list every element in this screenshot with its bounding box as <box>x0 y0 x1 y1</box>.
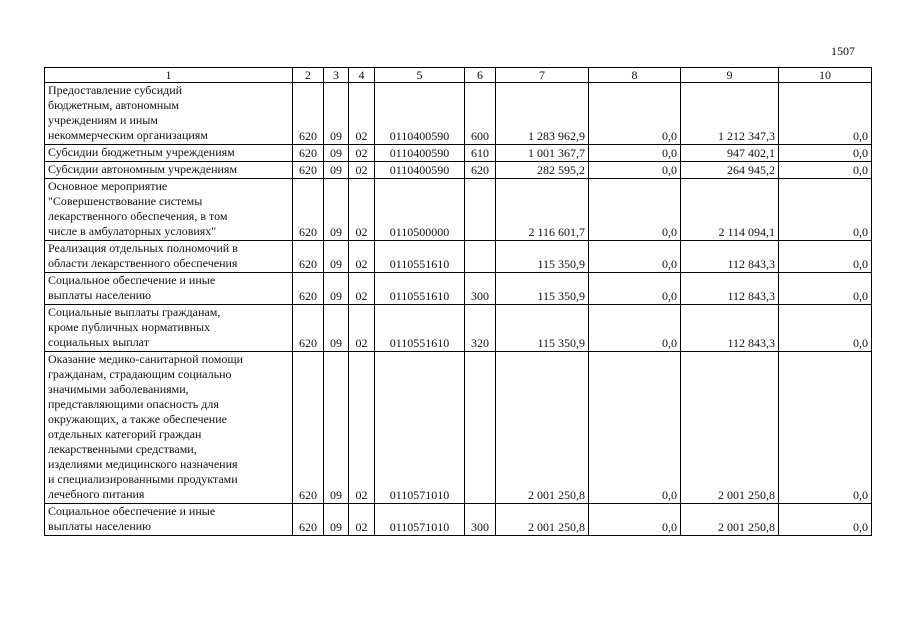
amount-col8-cell: 0,0 <box>589 352 681 504</box>
amount-col7-cell: 115 350,9 <box>496 241 589 273</box>
amount-col9-cell: 2 114 094,1 <box>681 179 779 241</box>
expense-type-cell <box>465 352 496 504</box>
header-cell: 8 <box>589 68 681 83</box>
page-number: 1507 <box>831 44 855 58</box>
table-row <box>45 352 872 504</box>
amount-col8-cell: 0,0 <box>589 504 681 536</box>
subsection-cell: 02 <box>349 273 375 305</box>
grbs-cell: 620 <box>293 504 324 536</box>
section-cell: 09 <box>324 241 349 273</box>
expense-type-cell: 610 <box>465 145 496 162</box>
expense-type-cell: 600 <box>465 83 496 145</box>
header-cell: 4 <box>349 68 375 83</box>
subsection-cell: 02 <box>349 504 375 536</box>
subsection-cell: 02 <box>349 241 375 273</box>
expense-type-cell <box>465 241 496 273</box>
amount-col7-cell: 1 283 962,9 <box>496 83 589 145</box>
target-article-cell: 0110551610 <box>375 273 465 305</box>
amount-col7-cell: 115 350,9 <box>496 305 589 352</box>
header-cell: 7 <box>496 68 589 83</box>
header-row <box>45 68 872 83</box>
grbs-cell: 620 <box>293 305 324 352</box>
header-cell: 9 <box>681 68 779 83</box>
amount-col7-cell: 2 001 250,8 <box>496 352 589 504</box>
amount-col8-cell: 0,0 <box>589 273 681 305</box>
name-cell: Социальное обеспечение и иные выплаты населению <box>45 273 293 305</box>
budget-table <box>44 67 872 536</box>
amount-col8-cell: 0,0 <box>589 83 681 145</box>
table-row <box>45 162 872 179</box>
amount-col9-cell: 112 843,3 <box>681 273 779 305</box>
amount-col9-cell: 947 402,1 <box>681 145 779 162</box>
header-cell: 2 <box>293 68 324 83</box>
subsection-cell: 02 <box>349 179 375 241</box>
section-cell: 09 <box>324 162 349 179</box>
amount-col7-cell: 2 116 601,7 <box>496 179 589 241</box>
table-row <box>45 305 872 352</box>
section-cell: 09 <box>324 305 349 352</box>
amount-col9-cell: 2 001 250,8 <box>681 504 779 536</box>
header-cell: 6 <box>465 68 496 83</box>
amount-col7-cell: 115 350,9 <box>496 273 589 305</box>
amount-col10-cell: 0,0 <box>779 145 872 162</box>
target-article-cell: 0110571010 <box>375 352 465 504</box>
amount-col10-cell: 0,0 <box>779 305 872 352</box>
amount-col7-cell: 2 001 250,8 <box>496 504 589 536</box>
subsection-cell: 02 <box>349 352 375 504</box>
amount-col9-cell: 264 945,2 <box>681 162 779 179</box>
target-article-cell: 0110571010 <box>375 504 465 536</box>
amount-col10-cell: 0,0 <box>779 241 872 273</box>
subsection-cell: 02 <box>349 162 375 179</box>
subsection-cell: 02 <box>349 83 375 145</box>
subsection-cell: 02 <box>349 305 375 352</box>
name-cell: Оказание медико-санитарной помощи гражданам, страдающим социально значимыми заболеваниями, представляющими опасность для окружающих, а также обеспечение отдельных категорий граждан лекарственными средствами, изделиями медицинского назначения и специализированными продуктами лечебного питания <box>45 352 293 504</box>
section-cell: 09 <box>324 179 349 241</box>
grbs-cell: 620 <box>293 273 324 305</box>
amount-col10-cell: 0,0 <box>779 179 872 241</box>
amount-col9-cell: 112 843,3 <box>681 241 779 273</box>
amount-col10-cell: 0,0 <box>779 352 872 504</box>
amount-col9-cell: 112 843,3 <box>681 305 779 352</box>
section-cell: 09 <box>324 145 349 162</box>
amount-col10-cell: 0,0 <box>779 162 872 179</box>
table-row <box>45 273 872 305</box>
amount-col10-cell: 0,0 <box>779 504 872 536</box>
grbs-cell: 620 <box>293 162 324 179</box>
header-cell: 1 <box>45 68 293 83</box>
grbs-cell: 620 <box>293 145 324 162</box>
table-row <box>45 241 872 273</box>
name-cell: Субсидии бюджетным учреждениям <box>45 145 293 162</box>
amount-col8-cell: 0,0 <box>589 162 681 179</box>
target-article-cell: 0110400590 <box>375 145 465 162</box>
amount-col10-cell: 0,0 <box>779 83 872 145</box>
amount-col7-cell: 282 595,2 <box>496 162 589 179</box>
name-cell: Реализация отдельных полномочий в области лекарственного обеспечения <box>45 241 293 273</box>
expense-type-cell: 620 <box>465 162 496 179</box>
target-article-cell: 0110500000 <box>375 179 465 241</box>
header-cell: 10 <box>779 68 872 83</box>
amount-col9-cell: 1 212 347,3 <box>681 83 779 145</box>
table-row <box>45 145 872 162</box>
amount-col9-cell: 2 001 250,8 <box>681 352 779 504</box>
expense-type-cell: 300 <box>465 504 496 536</box>
section-cell: 09 <box>324 352 349 504</box>
amount-col8-cell: 0,0 <box>589 145 681 162</box>
table-row <box>45 83 872 145</box>
name-cell: Основное мероприятие "Совершенствование системы лекарственного обеспечения, в том числе в амбулаторных условиях" <box>45 179 293 241</box>
grbs-cell: 620 <box>293 352 324 504</box>
target-article-cell: 0110400590 <box>375 162 465 179</box>
amount-col8-cell: 0,0 <box>589 179 681 241</box>
target-article-cell: 0110551610 <box>375 241 465 273</box>
name-cell: Социальные выплаты гражданам, кроме публичных нормативных социальных выплат <box>45 305 293 352</box>
expense-type-cell: 320 <box>465 305 496 352</box>
target-article-cell: 0110551610 <box>375 305 465 352</box>
table-row <box>45 504 872 536</box>
expense-type-cell: 300 <box>465 273 496 305</box>
name-cell: Предоставление субсидий бюджетным, автономным учреждениям и иным некоммерческим организациям <box>45 83 293 145</box>
grbs-cell: 620 <box>293 83 324 145</box>
section-cell: 09 <box>324 273 349 305</box>
section-cell: 09 <box>324 83 349 145</box>
amount-col10-cell: 0,0 <box>779 273 872 305</box>
header-cell: 5 <box>375 68 465 83</box>
table-row <box>45 179 872 241</box>
target-article-cell: 0110400590 <box>375 83 465 145</box>
grbs-cell: 620 <box>293 241 324 273</box>
header-cell: 3 <box>324 68 349 83</box>
amount-col7-cell: 1 001 367,7 <box>496 145 589 162</box>
section-cell: 09 <box>324 504 349 536</box>
amount-col8-cell: 0,0 <box>589 241 681 273</box>
grbs-cell: 620 <box>293 179 324 241</box>
expense-type-cell <box>465 179 496 241</box>
amount-col8-cell: 0,0 <box>589 305 681 352</box>
name-cell: Субсидии автономным учреждениям <box>45 162 293 179</box>
name-cell: Социальное обеспечение и иные выплаты населению <box>45 504 293 536</box>
subsection-cell: 02 <box>349 145 375 162</box>
